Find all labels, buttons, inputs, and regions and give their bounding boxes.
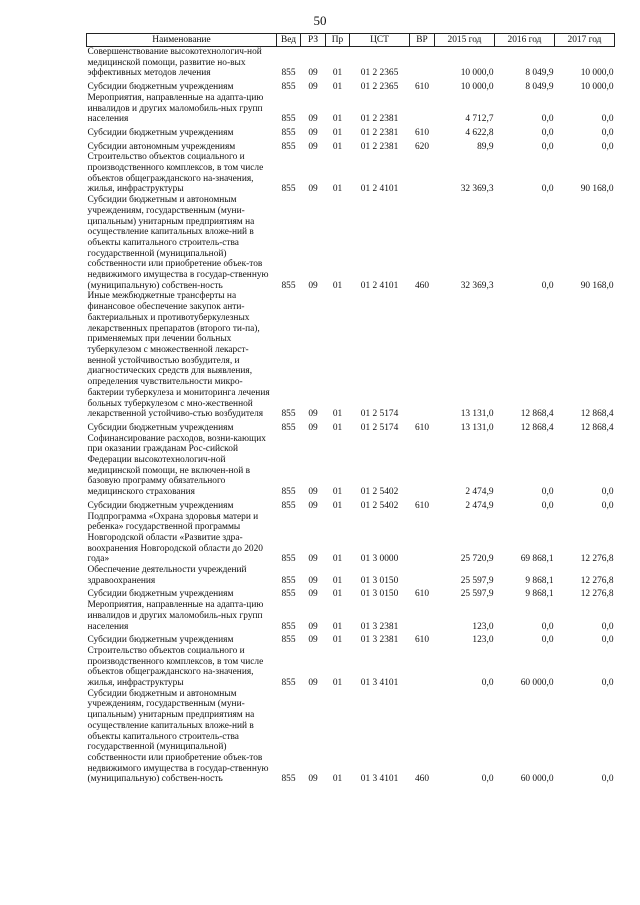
value-2015-cell: 4 622,8 xyxy=(465,127,494,138)
name-cell: Субсидии бюджетным учреждениям xyxy=(87,82,234,93)
rz-cell: 09 xyxy=(308,114,318,125)
vr-cell xyxy=(410,512,435,566)
name-cell: Строительство объектов социального и производственного комплексов, в том числе объектов общегражданского на-значения, жилья, инфраструктуры xyxy=(87,152,264,195)
name-cell: Подпрограмма «Охрана здоровья матери и ребенка» государственной программы Новгородской области «Развитие здра-воохранения Новгородской области до 2020 года» xyxy=(87,511,263,565)
vr-cell xyxy=(410,600,435,632)
table-header xyxy=(87,34,615,47)
pr-cell: 01 xyxy=(332,184,343,195)
ved-cell: 855 xyxy=(281,487,296,498)
name-cell: Строительство объектов социального и производственного комплексов, в том числе объектов общегражданского на-значения, жилья, инфраструктуры xyxy=(87,645,264,689)
value-2015-cell: 89,9 xyxy=(477,141,494,152)
ved-cell: 855 xyxy=(281,678,296,689)
value-2017-cell: 0,0 xyxy=(601,141,614,152)
ved-cell: 855 xyxy=(281,621,296,632)
value-2015-cell: 0,0 xyxy=(481,774,494,785)
vr-cell: 610 xyxy=(414,589,430,600)
value-2017-cell: 10 000,0 xyxy=(580,82,614,93)
ved-cell: 855 xyxy=(281,68,296,79)
rz-cell: 09 xyxy=(308,774,318,785)
vr-cell: 610 xyxy=(414,635,430,646)
table-row xyxy=(87,79,615,93)
pr-cell: 01 xyxy=(332,500,343,511)
table-row xyxy=(87,434,615,498)
table-row xyxy=(87,195,615,291)
value-2017-cell: 0,0 xyxy=(601,635,614,646)
vr-cell xyxy=(410,47,435,80)
value-2017-cell: 0,0 xyxy=(601,678,614,689)
pr-cell: 01 xyxy=(332,774,343,785)
cst-cell: 01 2 5402 xyxy=(360,487,399,498)
header-2017: 2017 год xyxy=(555,34,615,47)
value-2017-cell: 0,0 xyxy=(601,621,614,632)
table-row xyxy=(87,93,615,125)
pr-cell: 01 xyxy=(332,487,343,498)
cst-cell: 01 2 2381 xyxy=(360,141,399,152)
value-2016-cell: 0,0 xyxy=(541,114,554,125)
ved-cell: 855 xyxy=(281,141,296,152)
cst-cell: 01 3 0000 xyxy=(360,554,399,565)
value-2016-cell: 12 868,4 xyxy=(520,422,554,433)
vr-cell: 610 xyxy=(414,127,430,138)
ved-cell: 855 xyxy=(281,554,296,565)
name-cell: Субсидии бюджетным и автономным учреждениям, государственным (муни-ципальным) унитарным предприятиям на осуществление капитальных вложе-ний в объекты капитального строитель-ства государственной (муниципальной) собственности или приобретение объек-тов недвижимого имущества в государ-ственную (муниципальную) собствен-ность xyxy=(87,688,269,785)
value-2017-cell: 12 868,4 xyxy=(580,422,614,433)
rz-cell: 09 xyxy=(308,589,318,600)
value-2016-cell: 9 868,1 xyxy=(525,575,554,586)
value-2015-cell: 2 474,9 xyxy=(465,500,494,511)
value-2015-cell: 32 369,3 xyxy=(460,280,494,291)
value-2015-cell: 123,0 xyxy=(472,635,494,646)
vr-cell xyxy=(410,646,435,689)
pr-cell: 01 xyxy=(332,127,343,138)
pr-cell: 01 xyxy=(332,409,343,420)
cst-cell: 01 3 2381 xyxy=(360,621,399,632)
pr-cell: 01 xyxy=(332,114,343,125)
header-2016: 2016 год xyxy=(495,34,555,47)
table-row xyxy=(87,632,615,646)
value-2016-cell: 0,0 xyxy=(541,127,554,138)
name-cell: Субсидии бюджетным учреждениям xyxy=(87,422,234,433)
value-2016-cell: 69 868,1 xyxy=(520,554,554,565)
table-body xyxy=(87,47,615,786)
name-cell: Субсидии автономным учреждениям xyxy=(87,141,236,152)
name-cell: Субсидии бюджетным и автономным учреждениям, государственным (муни-ципальным) унитарным предприятиям на осуществление капитальных вложе-ний в объекты капитального строитель-ства государственной (муниципальной) собственности или приобретение объек-тов недвижимого имущества в государ-ственную (муниципальную) собствен-ность xyxy=(87,195,269,291)
value-2017-cell: 0,0 xyxy=(601,487,614,498)
header-cst: ЦСТ xyxy=(350,34,410,47)
value-2015-cell: 2 474,9 xyxy=(465,487,494,498)
vr-cell: 460 xyxy=(414,280,430,291)
rz-cell: 09 xyxy=(308,621,318,632)
value-2016-cell: 0,0 xyxy=(541,500,554,511)
value-2016-cell: 8 049,9 xyxy=(525,68,554,79)
rz-cell: 09 xyxy=(308,678,318,689)
rz-cell: 09 xyxy=(308,635,318,646)
value-2016-cell: 12 868,4 xyxy=(520,409,554,420)
table-row xyxy=(87,125,615,139)
value-2016-cell: 0,0 xyxy=(541,184,554,195)
pr-cell: 01 xyxy=(332,621,343,632)
cst-cell: 01 3 0150 xyxy=(360,575,399,586)
value-2015-cell: 123,0 xyxy=(472,621,494,632)
ved-cell: 855 xyxy=(281,575,296,586)
vr-cell: 460 xyxy=(414,774,430,785)
table-row xyxy=(87,689,615,785)
value-2016-cell: 0,0 xyxy=(541,141,554,152)
header-ved: Вед xyxy=(277,34,301,47)
value-2017-cell: 0,0 xyxy=(601,500,614,511)
value-2016-cell: 60 000,0 xyxy=(520,774,554,785)
table-row xyxy=(87,586,615,600)
ved-cell: 855 xyxy=(281,280,296,291)
vr-cell xyxy=(410,152,435,195)
value-2016-cell: 0,0 xyxy=(541,635,554,646)
pr-cell: 01 xyxy=(332,575,343,586)
value-2015-cell: 25 720,9 xyxy=(460,554,494,565)
value-2016-cell: 0,0 xyxy=(541,621,554,632)
ved-cell: 855 xyxy=(281,589,296,600)
rz-cell: 09 xyxy=(308,554,318,565)
name-cell: Мероприятия, направленные на адапта-цию инвалидов и других маломобиль-ных групп населения xyxy=(87,600,264,632)
cst-cell: 01 2 4101 xyxy=(360,184,399,195)
name-cell: Субсидии бюджетным учреждениям xyxy=(87,589,234,600)
name-cell: Субсидии бюджетным учреждениям xyxy=(87,500,234,511)
cst-cell: 01 3 4101 xyxy=(360,774,399,785)
name-cell: Иные межбюджетные трансферты на финансовое обеспечение закупок анти-бактериальных и противотуберкулезных лекарственных препаратов (второго ти-па), применяемых при лечении больных туберкулезом с множественной лекарст-венной устойчивостью возбудителя, и диагностических средств для выявления, определения чувствительности микро-бактерии туберкулеза и мониторинга лечения больных туберкулезом с мно-жественной лекарственной устойчиво-стью возбудителя xyxy=(87,291,270,420)
pr-cell: 01 xyxy=(332,82,343,93)
value-2015-cell: 25 597,9 xyxy=(460,575,494,586)
name-cell: Субсидии бюджетным учреждениям xyxy=(87,127,234,138)
ved-cell: 855 xyxy=(281,635,296,646)
rz-cell: 09 xyxy=(308,141,318,152)
value-2017-cell: 12 276,8 xyxy=(580,554,614,565)
page-number: 50 xyxy=(313,13,327,28)
rz-cell: 09 xyxy=(308,487,318,498)
name-cell: Обеспечение деятельности учреждений здравоохранения xyxy=(87,565,247,586)
ved-cell: 855 xyxy=(281,409,296,420)
pr-cell: 01 xyxy=(332,554,343,565)
rz-cell: 09 xyxy=(308,127,318,138)
ved-cell: 855 xyxy=(281,82,296,93)
table-row xyxy=(87,291,615,419)
name-cell: Софинансирование расходов, возни-кающих при оказании гражданам Рос-сийской Федерации высокотехнологич-ной медицинской помощи, не включен-ной в базовую программу обязательного медицинского страхования xyxy=(87,433,266,498)
vr-cell: 610 xyxy=(414,500,430,511)
cst-cell: 01 3 2381 xyxy=(360,635,399,646)
value-2017-cell: 12 276,8 xyxy=(580,589,614,600)
cst-cell: 01 2 2381 xyxy=(360,114,399,125)
value-2015-cell: 32 369,3 xyxy=(460,184,494,195)
pr-cell: 01 xyxy=(332,589,343,600)
ved-cell: 855 xyxy=(281,500,296,511)
cst-cell: 01 3 0150 xyxy=(360,589,399,600)
value-2017-cell: 90 168,0 xyxy=(580,184,614,195)
header-vr: ВР xyxy=(410,34,435,47)
table-row xyxy=(87,47,615,80)
rz-cell: 09 xyxy=(308,280,318,291)
pr-cell: 01 xyxy=(332,68,343,79)
cst-cell: 01 2 5174 xyxy=(360,422,399,433)
table-row xyxy=(87,420,615,434)
header-2015: 2015 год xyxy=(435,34,495,47)
value-2015-cell: 10 000,0 xyxy=(460,68,494,79)
rz-cell: 09 xyxy=(308,409,318,420)
table-row xyxy=(87,152,615,195)
vr-cell: 620 xyxy=(414,141,430,152)
header-name: Наименование xyxy=(87,34,277,47)
value-2017-cell: 12 276,8 xyxy=(580,575,614,586)
value-2017-cell: 12 868,4 xyxy=(580,409,614,420)
value-2016-cell: 8 049,9 xyxy=(525,82,554,93)
vr-cell: 610 xyxy=(414,82,430,93)
rz-cell: 09 xyxy=(308,82,318,93)
pr-cell: 01 xyxy=(332,635,343,646)
value-2017-cell: 0,0 xyxy=(601,127,614,138)
name-cell: Мероприятия, направленные на адапта-цию инвалидов и других маломобиль-ных групп населения xyxy=(87,92,264,125)
ved-cell: 855 xyxy=(281,422,296,433)
cst-cell: 01 2 2365 xyxy=(360,68,399,79)
vr-cell xyxy=(410,291,435,419)
vr-cell xyxy=(410,565,435,586)
value-2015-cell: 10 000,0 xyxy=(460,82,494,93)
rz-cell: 09 xyxy=(308,68,318,79)
value-2015-cell: 4 712,7 xyxy=(465,114,494,125)
budget-table xyxy=(86,33,615,785)
ved-cell: 855 xyxy=(281,774,296,785)
rz-cell: 09 xyxy=(308,575,318,586)
vr-cell: 610 xyxy=(414,422,430,433)
value-2016-cell: 60 000,0 xyxy=(520,678,554,689)
value-2016-cell: 0,0 xyxy=(541,487,554,498)
vr-cell xyxy=(410,434,435,498)
cst-cell: 01 2 5174 xyxy=(360,409,399,420)
table-row xyxy=(87,646,615,689)
ved-cell: 855 xyxy=(281,114,296,125)
cst-cell: 01 2 4101 xyxy=(360,280,399,291)
value-2016-cell: 9 868,1 xyxy=(525,589,554,600)
table-row xyxy=(87,600,615,632)
cst-cell: 01 3 4101 xyxy=(360,678,399,689)
header-rz: РЗ xyxy=(301,34,326,47)
value-2016-cell: 0,0 xyxy=(541,280,554,291)
value-2017-cell: 0,0 xyxy=(601,114,614,125)
rz-cell: 09 xyxy=(308,500,318,511)
value-2015-cell: 13 131,0 xyxy=(460,409,494,420)
name-cell: Субсидии бюджетным учреждениям xyxy=(87,635,234,646)
rz-cell: 09 xyxy=(308,184,318,195)
value-2017-cell: 10 000,0 xyxy=(580,68,614,79)
value-2017-cell: 0,0 xyxy=(601,774,614,785)
cst-cell: 01 2 2381 xyxy=(360,127,399,138)
value-2015-cell: 13 131,0 xyxy=(460,422,494,433)
pr-cell: 01 xyxy=(332,141,343,152)
cst-cell: 01 2 5402 xyxy=(360,500,399,511)
table-row xyxy=(87,139,615,153)
value-2015-cell: 0,0 xyxy=(481,678,494,689)
value-2017-cell: 90 168,0 xyxy=(580,280,614,291)
pr-cell: 01 xyxy=(332,280,343,291)
vr-cell xyxy=(410,93,435,125)
table-row xyxy=(87,512,615,566)
value-2015-cell: 25 597,9 xyxy=(460,589,494,600)
table-row xyxy=(87,565,615,586)
rz-cell: 09 xyxy=(308,422,318,433)
ved-cell: 855 xyxy=(281,184,296,195)
ved-cell: 855 xyxy=(281,127,296,138)
table-row xyxy=(87,498,615,512)
cst-cell: 01 2 2365 xyxy=(360,82,399,93)
pr-cell: 01 xyxy=(332,678,343,689)
pr-cell: 01 xyxy=(332,422,343,433)
name-cell: Совершенствование высокотехнологич-ной медицинской помощи, развитие но-вых эффективных методов лечения xyxy=(87,47,262,79)
header-pr: Пр xyxy=(326,34,350,47)
